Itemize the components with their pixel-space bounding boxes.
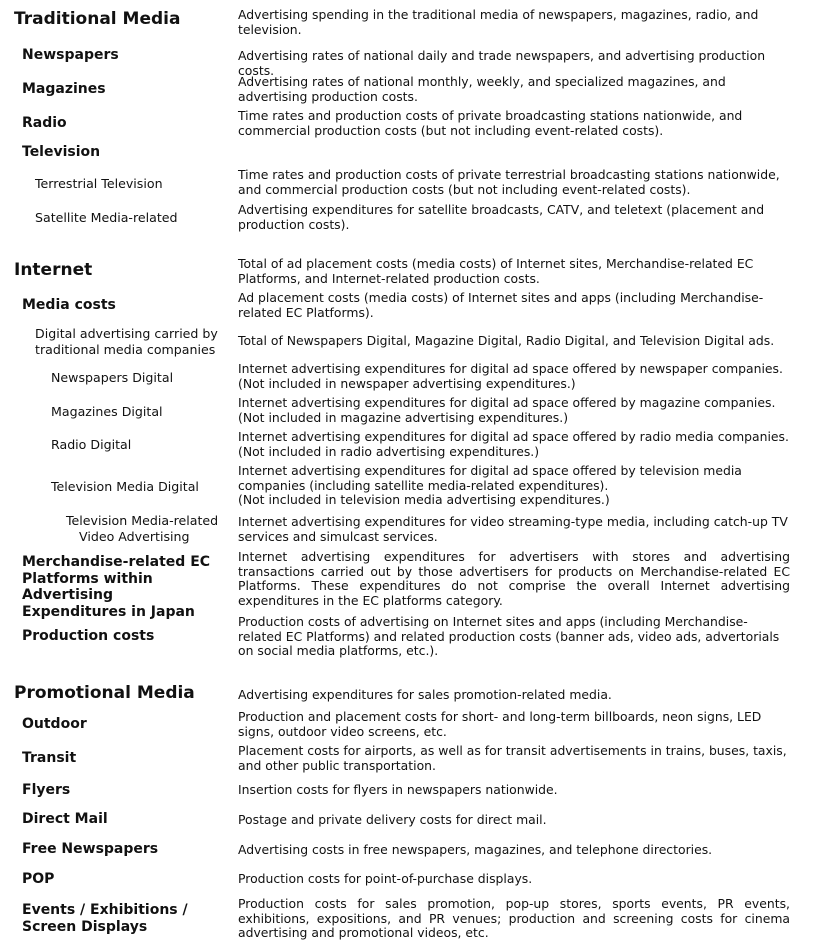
definition-television-media-related-video-advertising: Internet advertising expenditures for video streaming-type media, including catch-up TV services and simulcast services. (238, 514, 788, 544)
definition-magazines: Advertising rates of national monthly, weekly, and specialized magazines, and advertising production costs. (238, 74, 726, 104)
term-flyers: Flyers (22, 782, 71, 798)
term-line: Expenditures in Japan (22, 603, 195, 620)
definition-line: Internet advertising expenditures for digital ad space offered by television media companies (including satellite media-related expenditures). (238, 463, 742, 493)
term-pop: POP (22, 871, 55, 887)
term-line: Television Media-related (66, 513, 219, 528)
term-media-costs: Media costs (22, 297, 116, 313)
definition-newspapers-digital (238, 362, 790, 391)
definition-free-newspapers: Advertising costs in free newspapers, magazines, and telephone directories. (238, 842, 713, 857)
definition-line: (Not included in television media advertising expenditures.) (238, 492, 610, 508)
term-satellite-media-related: Satellite Media-related (35, 210, 178, 225)
term-outdoor: Outdoor (22, 716, 87, 732)
term-events-exhibitions-screen-displays (22, 902, 227, 935)
definition-merchandise-related-ec-platforms: Internet advertising expenditures for advertisers with stores and advertising transactions carried out by those advertisers for products on Merchandise-related EC Platforms. These expenditures do not comprise the overall Internet advertising expenditures in the EC platforms category. (238, 549, 790, 608)
definition-pop: Production costs for point-of-purchase displays. (238, 871, 533, 886)
term-television-media-related-video-advertising (66, 513, 218, 545)
term-terrestrial-television: Terrestrial Television (35, 176, 163, 191)
definition-terrestrial-television: Time rates and production costs of private terrestrial broadcasting stations nationwide, and commercial production costs (but not including event-related costs). (238, 167, 780, 197)
term-radio-digital: Radio Digital (51, 437, 132, 452)
heading-promotional-media: Promotional Media (14, 683, 195, 703)
definition-radio: Time rates and production costs of private broadcasting stations nationwide, and commercial production costs (but not including event-related costs). (238, 108, 743, 138)
term-merchandise-related-ec-platforms (22, 554, 227, 620)
definition-traditional-media: Advertising spending in the traditional media of newspapers, magazines, radio, and television. (238, 7, 759, 37)
definition-production-costs: Production costs of advertising on Internet sites and apps (including Merchandise-related EC Platforms) and related production costs (banner ads, video ads, advertorials on social media platforms, etc.). (238, 614, 780, 659)
term-line: traditional media companies (35, 342, 216, 357)
definition-outdoor: Production and placement costs for short- and long-term billboards, neon signs, LED signs, outdoor video screens, etc. (238, 709, 762, 739)
heading-internet: Internet (14, 260, 93, 280)
term-transit: Transit (22, 750, 77, 766)
definition-transit: Placement costs for airports, as well as for transit advertisements in trains, buses, taxis, and other public transportation. (238, 743, 787, 773)
definition-events-exhibitions-screen-displays: Production costs for sales promotion, pop-up stores, sports events, PR events, exhibitions, expositions, and PR venues; production and screening costs for cinema advertising and promotional videos, etc. (238, 896, 790, 941)
definition-line: Internet advertising expenditures for digital ad space offered by magazine companies. (238, 395, 776, 410)
term-line: Screen Displays (22, 918, 148, 935)
definition-line: (Not included in newspaper advertising expenditures.) (238, 375, 576, 391)
definition-radio-digital (238, 430, 790, 459)
definition-magazines-digital (238, 396, 790, 425)
term-digital-advertising-traditional-media (35, 326, 218, 358)
definition-line: Internet advertising expenditures for digital ad space offered by radio media companies. (238, 429, 789, 444)
term-newspapers: Newspapers (22, 47, 119, 63)
definition-newspapers: Advertising rates of national daily and trade newspapers, and advertising production costs. (238, 48, 766, 78)
definition-direct-mail: Postage and private delivery costs for direct mail. (238, 812, 547, 827)
heading-traditional-media: Traditional Media (14, 9, 181, 29)
definition-flyers: Insertion costs for flyers in newspapers nationwide. (238, 782, 558, 797)
definition-promotional-media: Advertising expenditures for sales promotion-related media. (238, 687, 612, 702)
definition-satellite-media-related: Advertising expenditures for satellite broadcasts, CATV, and teletext (placement and production costs). (238, 202, 765, 232)
definition-internet: Total of ad placement costs (media costs) of Internet sites, Merchandise-related EC Platforms, and Internet-related production costs. (238, 256, 754, 286)
term-line: Merchandise-related EC (22, 554, 211, 570)
term-free-newspapers: Free Newspapers (22, 841, 159, 857)
term-television: Television (22, 144, 101, 160)
term-line: Events / Exhibitions / (22, 902, 188, 918)
definition-line: (Not included in magazine advertising expenditures.) (238, 409, 569, 425)
term-radio: Radio (22, 115, 67, 131)
term-line: Video Advertising (79, 529, 190, 544)
definition-line: Internet advertising expenditures for digital ad space offered by newspaper companies. (238, 361, 783, 376)
term-television-media-digital: Television Media Digital (51, 479, 199, 494)
definition-line: (Not included in radio advertising expenditures.) (238, 443, 540, 459)
term-line: Platforms within Advertising (22, 570, 153, 603)
term-newspapers-digital: Newspapers Digital (51, 370, 174, 385)
term-line: Digital advertising carried by (35, 326, 218, 341)
term-magazines: Magazines (22, 81, 106, 97)
term-production-costs: Production costs (22, 628, 155, 644)
definition-media-costs: Ad placement costs (media costs) of Internet sites and apps (including Merchandise-related EC Platforms). (238, 290, 764, 320)
term-magazines-digital: Magazines Digital (51, 404, 163, 419)
term-direct-mail: Direct Mail (22, 811, 108, 827)
definition-television-media-digital (238, 464, 790, 508)
definition-digital-advertising-traditional-media: Total of Newspapers Digital, Magazine Digital, Radio Digital, and Television Digital ads. (238, 333, 775, 348)
